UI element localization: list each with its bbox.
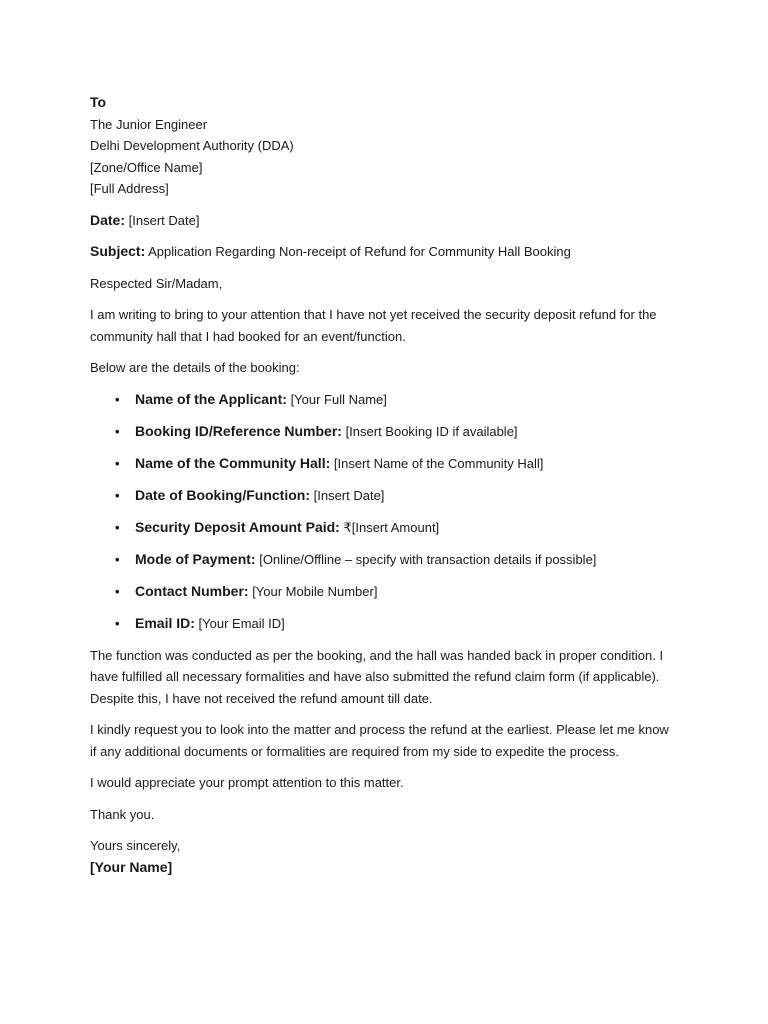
signature-name: [Your Name] (90, 858, 173, 875)
detail-value: [Online/Offline – specify with transaction details if possible] (259, 551, 597, 567)
list-item (115, 485, 678, 507)
detail-value: [Your Mobile Number] (252, 583, 378, 599)
details-intro: Below are the details of the booking: (90, 360, 300, 375)
recipient-office: [Zone/Office Name] (90, 159, 203, 175)
detail-label: Booking ID/Reference Number: (135, 422, 342, 439)
bullet-icon: • (115, 391, 120, 407)
detail-value: [Insert Name of the Community Hall] (333, 455, 544, 471)
subject-line (90, 241, 678, 263)
to-label: To (90, 94, 107, 110)
bullet-icon: • (115, 615, 120, 631)
detail-label: Contact Number: (135, 582, 249, 599)
intro-paragraph: I am writing to bring to your attention that I have not yet received the security deposit refund for the community hall that I had booked for an event/function. (90, 307, 657, 344)
bullet-icon: • (115, 551, 120, 567)
detail-value: ₹[Insert Amount] (343, 519, 440, 535)
list-item (115, 389, 678, 411)
thanks-line: Thank you. (90, 806, 155, 822)
list-item (115, 517, 678, 539)
bullet-icon: • (115, 519, 120, 535)
date-label: Date: (90, 211, 126, 228)
salutation: Respected Sir/Madam, (90, 275, 223, 291)
detail-label: Security Deposit Amount Paid: (135, 518, 340, 535)
detail-label: Email ID: (135, 614, 195, 631)
recipient-org: Delhi Development Authority (DDA) (90, 138, 294, 153)
date-line (90, 210, 678, 232)
subject-value: Application Regarding Non-receipt of Refund for Community Hall Booking (148, 244, 571, 259)
recipient-title: The Junior Engineer (90, 116, 208, 132)
detail-label: Mode of Payment: (135, 550, 256, 567)
detail-value: [Your Email ID] (198, 615, 285, 631)
subject-label: Subject: (90, 243, 146, 259)
bullet-icon: • (115, 455, 120, 471)
recipient-address: [Full Address] (90, 181, 169, 196)
bullet-icon: • (115, 423, 120, 439)
bullet-icon: • (115, 583, 120, 599)
detail-label: Name of the Community Hall: (135, 454, 331, 471)
booking-details-list (90, 389, 678, 635)
detail-label: Date of Booking/Function: (135, 486, 310, 503)
closing-line: Yours sincerely, (90, 838, 181, 853)
list-item (115, 453, 678, 475)
detail-value: [Your Full Name] (290, 391, 387, 407)
bullet-icon: • (115, 487, 120, 503)
date-value: [Insert Date] (128, 212, 200, 228)
body-paragraph-3: I would appreciate your prompt attention to this matter. (90, 775, 404, 790)
detail-label: Name of the Applicant: (135, 390, 287, 407)
body-paragraph-1: The function was conducted as per the booking, and the hall was handed back in proper condition. I have fulfilled all necessary formalities and have also submitted the refund claim form (if applicable). Despite this, I have not received the refund amount till date. (90, 647, 664, 706)
body-paragraph-2: I kindly request you to look into the matter and process the refund at the earliest. Please let me know if any additional documents or formalities are required from my side to expedite the process. (90, 722, 669, 759)
list-item (115, 549, 678, 571)
detail-value: [Insert Date] (313, 487, 385, 503)
recipient-block (90, 92, 678, 200)
list-item (115, 421, 678, 443)
list-item (115, 613, 678, 635)
detail-value: [Insert Booking ID if available] (345, 423, 518, 439)
list-item (115, 581, 678, 603)
